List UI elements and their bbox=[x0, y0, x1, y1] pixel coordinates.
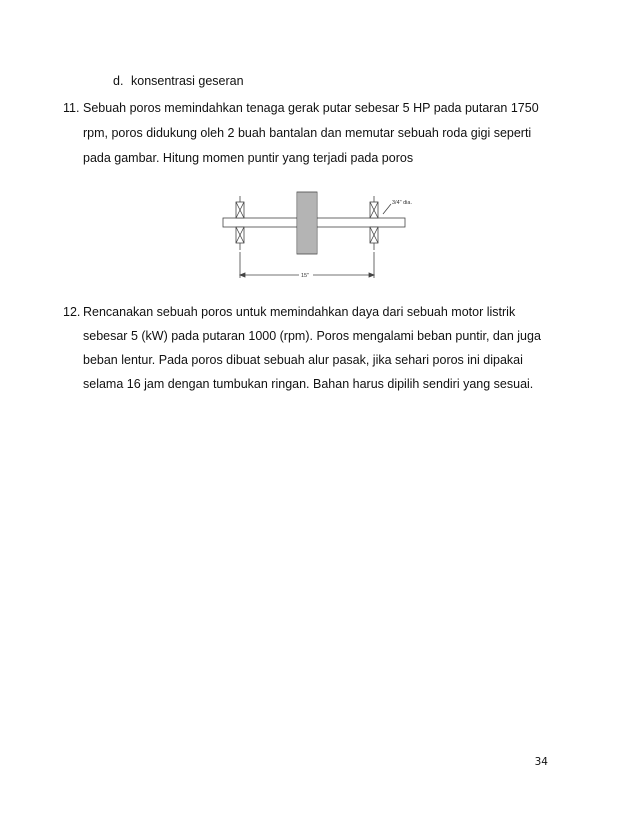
dia-label: 3/4" dia. bbox=[392, 200, 412, 206]
q11-line-2: rpm, poros didukung oleh 2 buah bantalan dan memutar sebuah roda gigi seperti bbox=[83, 126, 532, 140]
q12-line-3: beban lentur. Pada poros dibuat sebuah alur pasak, jika sehari poros ini dipakai bbox=[83, 353, 523, 367]
shaft-diagram bbox=[215, 188, 425, 288]
q11-line-1: Sebuah poros memindahkan tenaga gerak putar sebesar 5 HP pada putaran 1750 bbox=[83, 101, 539, 115]
q12-number: 12. bbox=[63, 305, 81, 319]
q12-line-4: selama 16 jam dengan tumbukan ringan. Bahan harus dipilih sendiri yang sesuai. bbox=[83, 377, 534, 391]
dia-leader bbox=[383, 204, 391, 214]
item-d-label: d. bbox=[113, 74, 124, 88]
q11-line-3: pada gambar. Hitung momen puntir yang terjadi pada poros bbox=[83, 151, 414, 165]
q11-number: 11. bbox=[63, 101, 80, 115]
item-d-text: konsentrasi geseran bbox=[131, 74, 244, 88]
page-number: 34 bbox=[534, 756, 548, 768]
length-label: 15" bbox=[301, 273, 310, 279]
q12-line-1: Rencanakan sebuah poros untuk memindahkan daya dari sebuah motor listrik bbox=[83, 305, 516, 319]
q12-line-2: sebesar 5 (kW) pada putaran 1000 (rpm). Poros mengalami beban puntir, dan juga bbox=[83, 329, 541, 343]
